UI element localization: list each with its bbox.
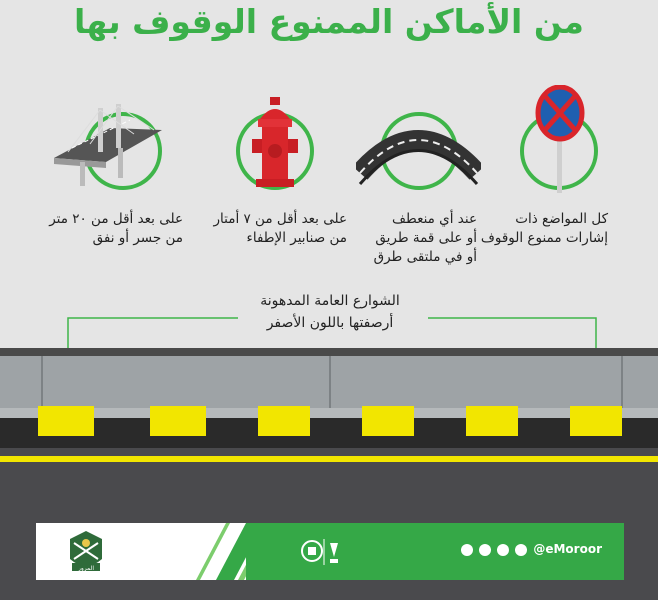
social-links[interactable] xyxy=(461,542,602,556)
instagram-icon[interactable] xyxy=(515,544,527,556)
no-parking-sign-icon xyxy=(530,85,590,195)
caption-curve: عند أي منعطف أو على قمة طريق أو في ملتقى طرق xyxy=(373,211,477,265)
caption-bridge: على بعد أقل من ٢٠ متر من جسر أو نفق xyxy=(49,211,183,246)
bridge-icon xyxy=(50,100,165,188)
caption-hydrant: على بعد أقل من ٧ أمتار من صنابير الإطفاء xyxy=(213,211,347,246)
social-handle[interactable]: @eMoroor xyxy=(533,542,602,556)
page-title: من الأماكن الممنوع الوقوف بها xyxy=(74,2,584,41)
footer-banner xyxy=(36,523,624,580)
caption-yellow-curb: الشوارع العامة المدهونة أرصفتها باللون الأصفر xyxy=(260,293,400,331)
logo-text: المرور xyxy=(77,565,95,572)
traffic-department-logo xyxy=(64,529,108,575)
ministry-emblem-icon xyxy=(300,533,340,571)
twitter-icon[interactable] xyxy=(461,544,473,556)
facebook-icon[interactable] xyxy=(479,544,491,556)
fire-hydrant-icon xyxy=(250,95,300,193)
curved-road-icon xyxy=(356,115,481,185)
caption-no-parking: كل المواضع ذات إشارات ممنوع الوقوف xyxy=(480,211,608,246)
footer-green-bar xyxy=(246,523,624,580)
youtube-icon[interactable] xyxy=(497,544,509,556)
